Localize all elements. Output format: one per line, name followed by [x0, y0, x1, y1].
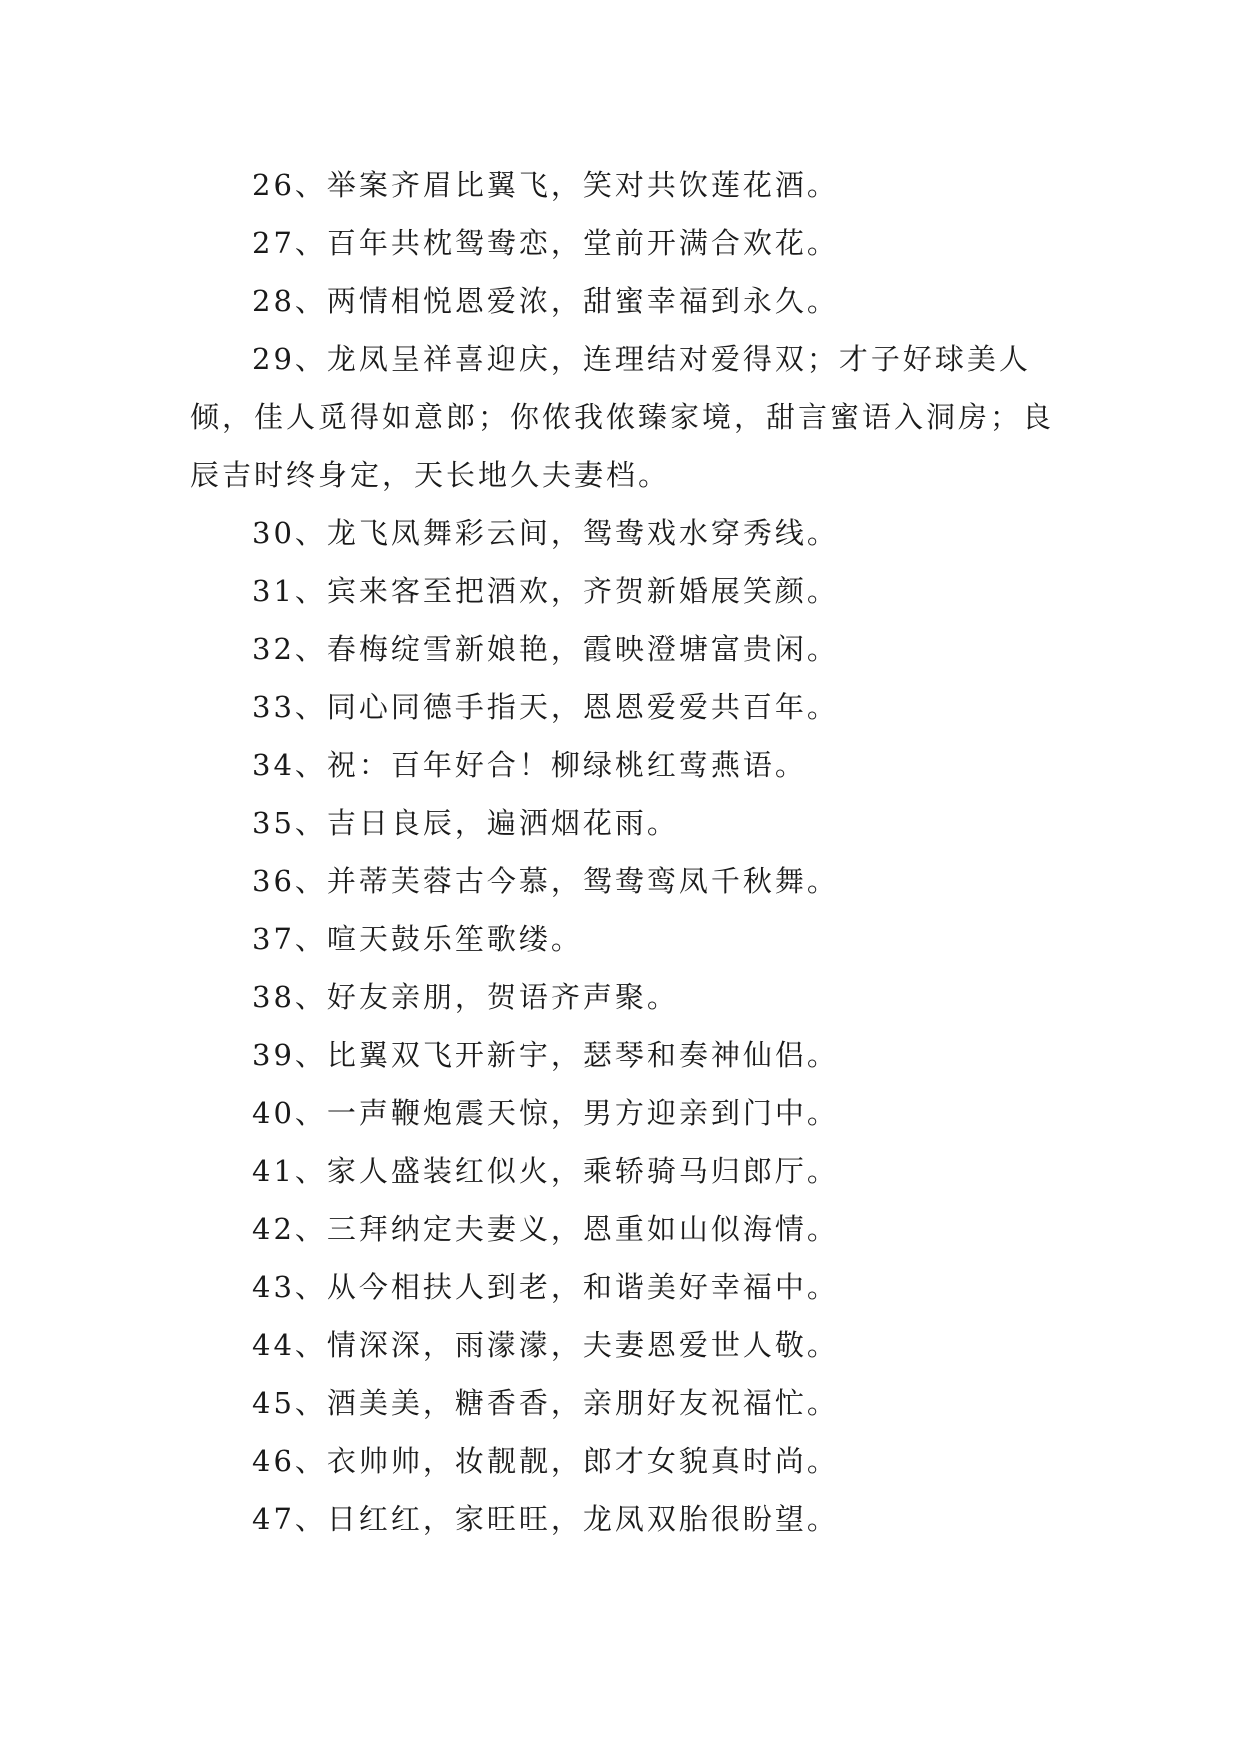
paragraph-33: 33、同心同德手指天，恩恩爱爱共百年。	[252, 690, 839, 724]
paragraph-42: 42、三拜纳定夫妻义，恩重如山似海情。	[252, 1212, 839, 1246]
paragraph-44: 44、情深深，雨濛濛，夫妻恩爱世人敬。	[252, 1328, 839, 1362]
paragraph-47: 47、日红红，家旺旺，龙凤双胎很盼望。	[252, 1502, 839, 1536]
paragraph-31: 31、宾来客至把酒欢，齐贺新婚展笑颜。	[252, 574, 839, 608]
document-body	[190, 156, 1060, 1548]
paragraph-29: 29、龙凤呈祥喜迎庆，连理结对爱得双；才子好球美人倾，佳人觅得如意郎；你侬我侬臻家境，甜言蜜语入洞房；良辰吉时终身定，天长地久夫妻档。	[190, 342, 1055, 492]
paragraph-37: 37、喧天鼓乐笙歌缕。	[252, 922, 583, 956]
paragraph-36: 36、并蒂芙蓉古今慕，鸳鸯鸾凤千秋舞。	[252, 864, 839, 898]
paragraph-34: 34、祝：百年好合！柳绿桃红莺燕语。	[252, 748, 807, 782]
paragraph-27: 27、百年共枕鸳鸯恋，堂前开满合欢花。	[252, 226, 839, 260]
paragraph-26: 26、举案齐眉比翼飞，笑对共饮莲花酒。	[252, 168, 839, 202]
paragraph-28: 28、两情相悦恩爱浓，甜蜜幸福到永久。	[252, 284, 839, 318]
paragraph-35: 35、吉日良辰，遍洒烟花雨。	[252, 806, 679, 840]
paragraph-39: 39、比翼双飞开新宇，瑟琴和奏神仙侣。	[252, 1038, 839, 1072]
paragraph-43: 43、从今相扶人到老，和谐美好幸福中。	[252, 1270, 839, 1304]
paragraph-41: 41、家人盛装红似火，乘轿骑马归郎厅。	[252, 1154, 839, 1188]
paragraph-38: 38、好友亲朋，贺语齐声聚。	[252, 980, 679, 1014]
paragraph-32: 32、春梅绽雪新娘艳，霞映澄塘富贵闲。	[252, 632, 839, 666]
paragraph-40: 40、一声鞭炮震天惊，男方迎亲到门中。	[252, 1096, 839, 1130]
paragraph-45: 45、酒美美，糖香香，亲朋好友祝福忙。	[252, 1386, 839, 1420]
paragraph-46: 46、衣帅帅，妆靓靓，郎才女貌真时尚。	[252, 1444, 839, 1478]
paragraph-30: 30、龙飞凤舞彩云间，鸳鸯戏水穿秀线。	[252, 516, 839, 550]
